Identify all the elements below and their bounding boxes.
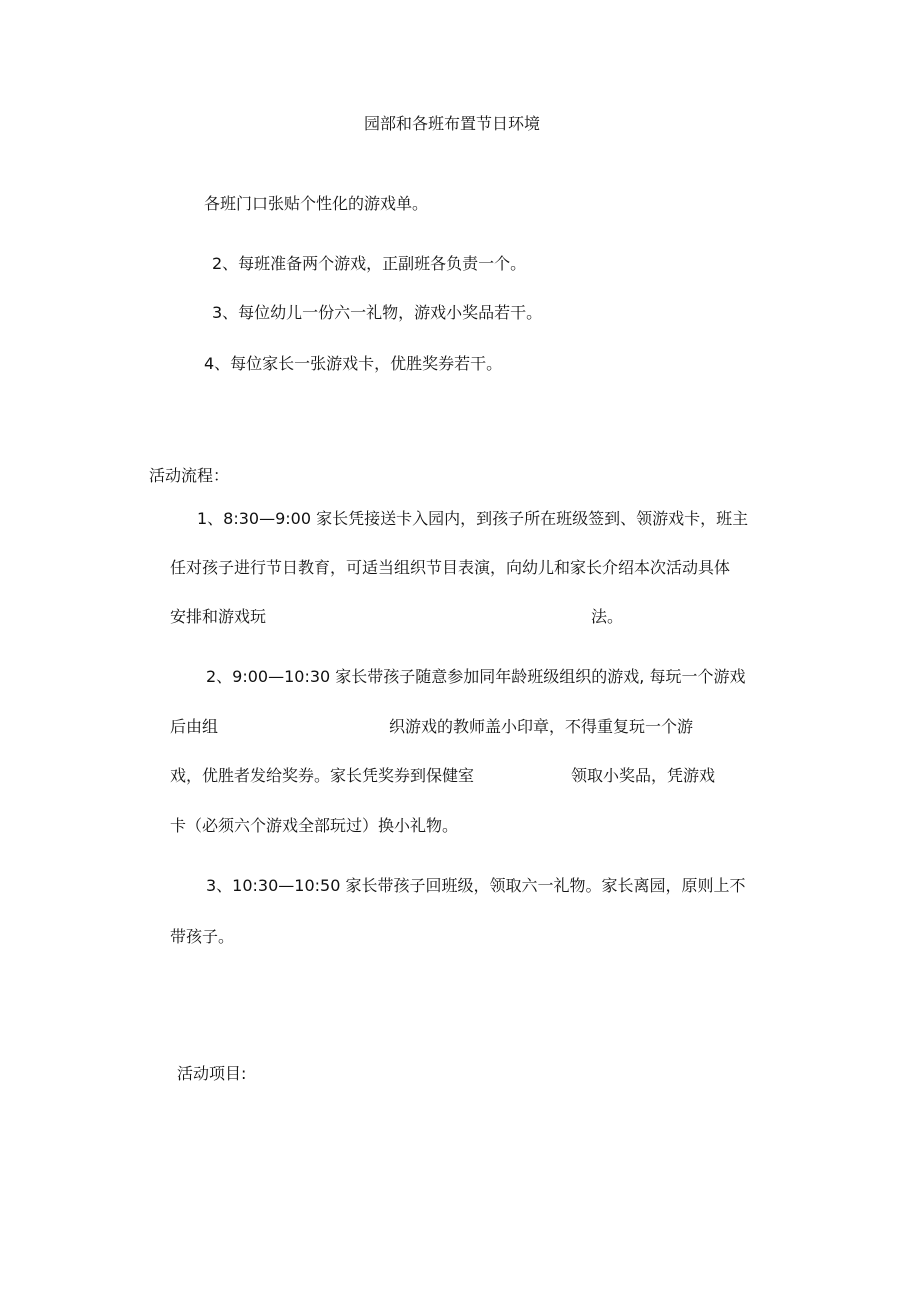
document-title: 园部和各班布置节日环境 [364,114,541,133]
process-step-2-line: 织游戏的教师盖小印章，不得重复玩一个游 [389,717,694,736]
process-step-1-line: 安排和游戏玩 [170,607,267,626]
process-step-2-line: 后由组 [170,717,219,736]
process-step-1-line: 法。 [591,607,624,626]
process-heading: 活动流程： [149,466,230,485]
process-step-2-line: 领取小奖品，凭游戏 [571,766,716,785]
setup-item-2: 2、每班准备两个游戏，正副班各负责一个。 [212,254,527,273]
process-step-1-line: 1、8:30—9:00 家长凭接送卡入园内，到孩子所在班级签到、领游戏卡，班主 [197,509,749,528]
process-step-2-line: 戏，优胜者发给奖券。家长凭奖券到保健室 [170,766,475,785]
process-step-1-line: 任对孩子进行节日教育，可适当组织节目表演，向幼儿和家长介绍本次活动具体 [170,558,731,577]
setup-item-3: 3、每位幼儿一份六一礼物，游戏小奖品若干。 [212,303,543,322]
items-heading: 活动项目: [177,1064,247,1083]
process-step-2-line: 卡（必须六个游戏全部玩过）换小礼物。 [170,816,459,835]
process-step-3-line: 带孩子。 [170,927,235,946]
setup-item-4: 4、每位家长一张游戏卡，优胜奖券若干。 [204,354,503,373]
setup-item-1: 各班门口张贴个性化的游戏单。 [204,194,429,213]
process-step-3-line: 3、10:30—10:50 家长带孩子回班级，领取六一礼物。家长离园，原则上不 [206,876,746,895]
process-step-2-line: 2、9:00—10:30 家长带孩子随意参加同年龄班级组织的游戏, 每玩一个游戏 [206,667,746,686]
